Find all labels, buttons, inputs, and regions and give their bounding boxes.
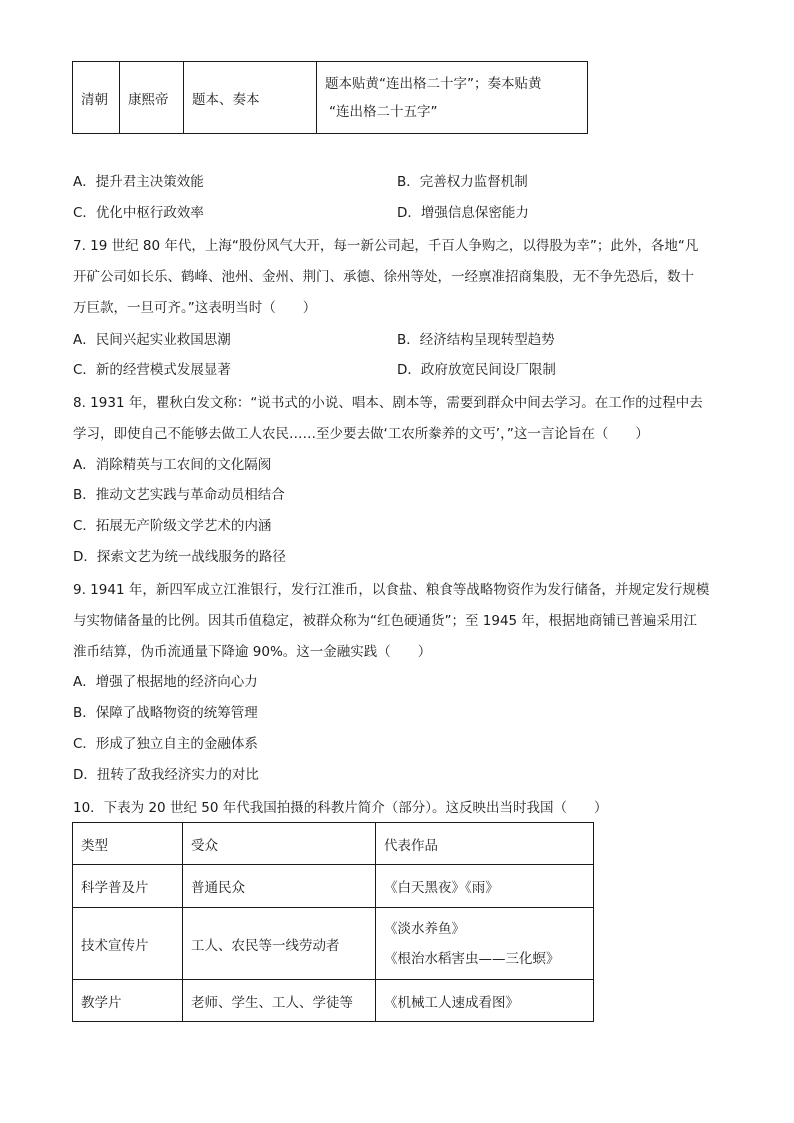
work-title: 《淡水养鱼》 [384, 920, 465, 937]
q7-option-d[interactable]: D．政府放宽民间设厂限制 [397, 362, 556, 378]
q9-stem-line-3: 淮币结算，伪币流通量下降逾 90%。这一金融实践（ ） [73, 644, 432, 660]
dynasty-cell: 清朝 [73, 62, 120, 134]
table-row [73, 980, 594, 1022]
row-type: 科学普及片 [73, 865, 183, 908]
row-works [376, 908, 594, 980]
q7-option-a[interactable]: A．民间兴起实业救国思潮 [73, 332, 231, 348]
table-row [73, 908, 594, 980]
q6-option-a[interactable]: A．提升君主决策效能 [73, 174, 204, 190]
q9-stem-line-2: 与实物储备量的比例。因其币值稳定，被群众称为“红色硬通货”；至 1945 年，根据地商铺已普遍采用江 [73, 613, 697, 629]
q8-option-c[interactable]: C．拓展无产阶级文学艺术的内涵 [73, 518, 272, 534]
q9-option-d[interactable]: D．扭转了敌我经济实力的对比 [73, 767, 259, 783]
rule-cell [317, 62, 588, 134]
row-type: 教学片 [73, 980, 183, 1022]
rule-line-2: “连出格二十五字” [329, 103, 438, 120]
row-works: 《白天黑夜》《雨》 [376, 865, 594, 908]
q9-stem-line-1: 9. 1941 年，新四军成立江淮银行，发行江淮币，以食盐、粮食等战略物资作为发行储备，并规定发行规模 [73, 582, 710, 598]
q9-option-b[interactable]: B．保障了战略物资的统筹管理 [73, 705, 258, 721]
row-audience: 老师、学生、工人、学徒等 [183, 980, 376, 1022]
rule-line-1: 题本贴黄“连出格二十字”；奏本贴黄 [325, 75, 542, 92]
row-works: 《机械工人速成看图》 [376, 980, 594, 1022]
q8-option-b[interactable]: B．推动文艺实践与革命动员相结合 [73, 487, 285, 503]
q8-option-a[interactable]: A．消除精英与工农间的文化隔阂 [73, 457, 272, 473]
q6-option-b[interactable]: B．完善权力监督机制 [397, 174, 528, 190]
q7-stem-line-3: 万巨款，一旦可齐。”这表明当时（ ） [73, 300, 317, 316]
table-row [73, 62, 588, 134]
emperor-cell: 康熙帝 [120, 62, 184, 134]
table-header-row [73, 823, 594, 865]
q8-stem-line-2: 学习，即使自己不能够去做工人农民……至少要去做‘工农所豢养的文丐’，”这一言论旨在（ ） [73, 426, 649, 442]
q8-stem-line-1: 8. 1931 年，瞿秋白发文称：“说书式的小说、唱本、剧本等，需要到群众中间去学习。在工作的过程中去 [73, 395, 703, 411]
q7-option-c[interactable]: C．新的经营模式发展显著 [73, 362, 231, 378]
top-table [72, 61, 588, 134]
q7-stem-line-2: 开矿公司如长乐、鹤峰、池州、金州、荆门、承德、徐州等处，一经禀准招商集股，无不争先恐后，数十 [73, 269, 694, 285]
row-type: 技术宣传片 [73, 908, 183, 980]
q7-option-b[interactable]: B．经济结构呈现转型趋势 [397, 332, 555, 348]
document-type-cell: 题本、奏本 [184, 62, 317, 134]
row-audience: 普通民众 [183, 865, 376, 908]
q10-table [72, 822, 594, 1022]
work-title: 《根治水稻害虫——三化螟》 [384, 950, 560, 967]
q8-option-d[interactable]: D．探索文艺为统一战线服务的路径 [73, 549, 286, 565]
header-type: 类型 [73, 823, 183, 865]
q9-option-a[interactable]: A．增强了根据地的经济向心力 [73, 674, 258, 690]
q9-option-c[interactable]: C．形成了独立自主的金融体系 [73, 736, 258, 752]
table-row [73, 865, 594, 908]
q6-option-c[interactable]: C．优化中枢行政效率 [73, 205, 204, 221]
q10-stem: 10．下表为 20 世纪 50 年代我国拍摄的科教片简介（部分）。这反映出当时我国（ ） [73, 800, 608, 816]
q7-stem-line-1: 7. 19 世纪 80 年代，上海“股份风气大开，每一新公司起，千百人争购之，以得股为幸”；此外，各地“凡 [73, 238, 699, 254]
header-works: 代表作品 [376, 823, 594, 865]
header-audience: 受众 [183, 823, 376, 865]
q6-option-d[interactable]: D．增强信息保密能力 [397, 205, 529, 221]
row-audience: 工人、农民等一线劳动者 [183, 908, 376, 980]
